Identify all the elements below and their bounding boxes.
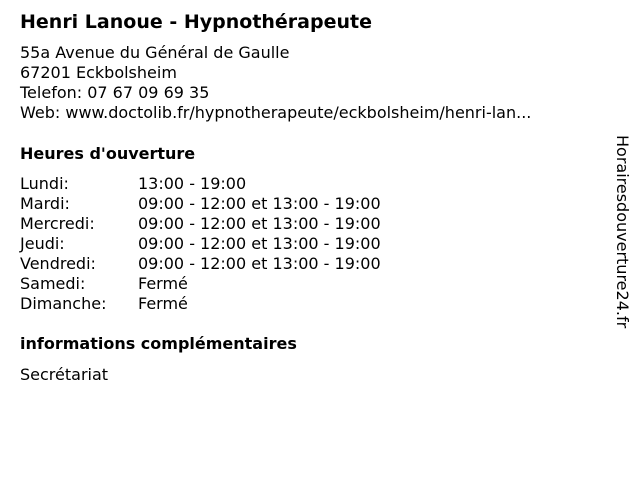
day-label: Samedi: (20, 274, 86, 293)
address-street: 55a Avenue du Général de Gaulle (20, 43, 290, 62)
page-title: Henri Lanoue - Hypnothérapeute (20, 11, 372, 33)
day-label: Dimanche: (20, 294, 107, 313)
address-city: 67201 Eckbolsheim (20, 63, 177, 82)
day-label: Lundi: (20, 174, 69, 193)
day-hours: 13:00 - 19:00 (138, 174, 247, 193)
day-label: Jeudi: (20, 234, 65, 253)
watermark (600, 135, 640, 345)
day-label: Mardi: (20, 194, 70, 213)
day-label: Vendredi: (20, 254, 96, 273)
phone-number: Telefon: 07 67 09 69 35 (20, 83, 210, 102)
additional-info-heading: informations complémentaires (20, 334, 297, 353)
day-hours: 09:00 - 12:00 et 13:00 - 19:00 (138, 254, 381, 273)
day-hours: 09:00 - 12:00 et 13:00 - 19:00 (138, 214, 381, 233)
watermark-text: Horairesdouverture24.fr (613, 135, 632, 329)
opening-hours-heading: Heures d'ouverture (20, 144, 196, 163)
additional-info-text: Secrétariat (20, 365, 109, 384)
day-label: Mercredi: (20, 214, 95, 233)
day-hours: 09:00 - 12:00 et 13:00 - 19:00 (138, 234, 381, 253)
website-link[interactable]: Web: www.doctolib.fr/hypnotherapeute/eckbolsheim/henri-lan... (20, 103, 532, 122)
day-hours: Fermé (138, 294, 188, 313)
contact-details (20, 43, 531, 123)
day-hours: Fermé (138, 274, 188, 293)
day-hours: 09:00 - 12:00 et 13:00 - 19:00 (138, 194, 381, 213)
